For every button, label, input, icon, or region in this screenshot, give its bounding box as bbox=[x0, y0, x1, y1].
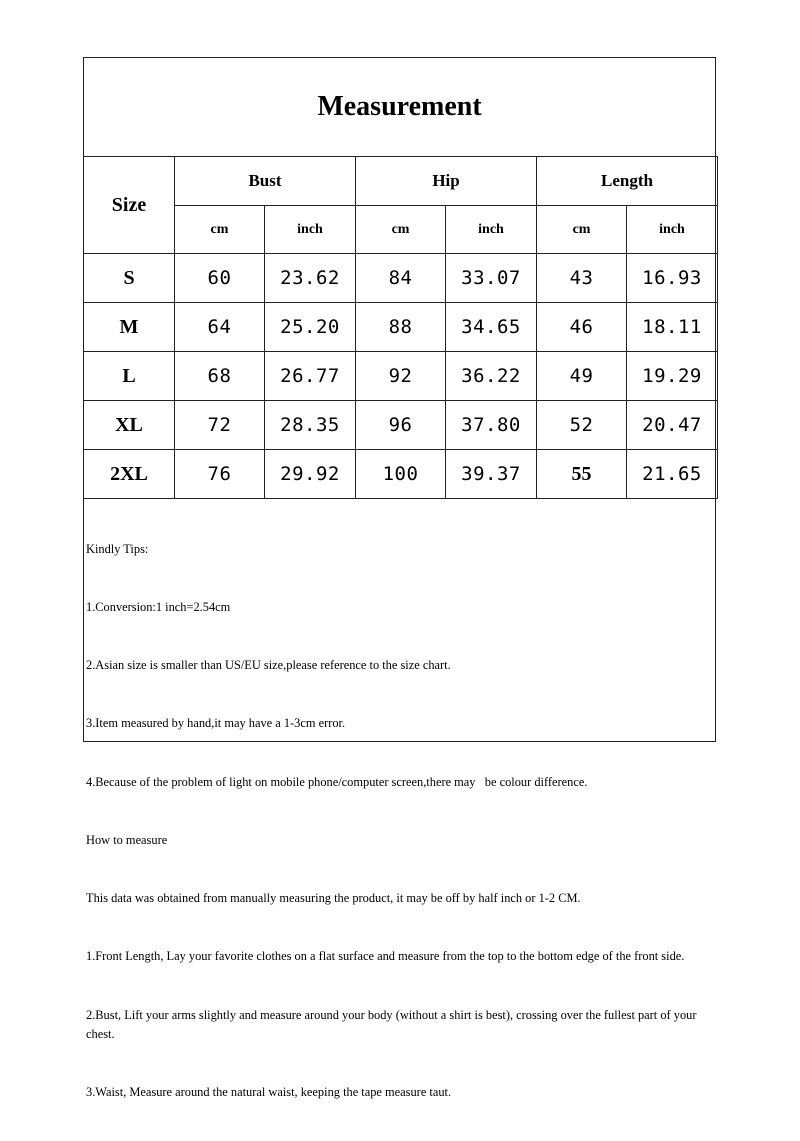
size-label: 2XL bbox=[84, 450, 175, 499]
table-row bbox=[84, 352, 718, 401]
length-inch-cell: 19.29 bbox=[627, 352, 718, 401]
measurement-notes bbox=[86, 501, 714, 1141]
length-inch-cell: 16.93 bbox=[627, 254, 718, 303]
hip-cm-cell: 100 bbox=[356, 450, 446, 499]
hip-cm-cell: 96 bbox=[356, 401, 446, 450]
page-title: Measurement bbox=[84, 58, 715, 157]
table-row bbox=[84, 401, 718, 450]
length-header: Length bbox=[537, 157, 718, 206]
length-inch-cell: 18.11 bbox=[627, 303, 718, 352]
bust-cm-cell: 64 bbox=[175, 303, 265, 352]
length-cm-cell: 52 bbox=[537, 401, 627, 450]
hip-inch-cell: 33.07 bbox=[446, 254, 537, 303]
hip-inch-cell: 37.80 bbox=[446, 401, 537, 450]
length-inch-cell: 21.65 bbox=[627, 450, 718, 499]
size-table bbox=[83, 156, 718, 499]
hip-inch-cell: 34.65 bbox=[446, 303, 537, 352]
length-cm-cell: 55 bbox=[537, 450, 627, 499]
unit-header: cm bbox=[537, 206, 627, 254]
length-cm-cell: 43 bbox=[537, 254, 627, 303]
bust-inch-cell: 23.62 bbox=[265, 254, 356, 303]
bust-cm-cell: 76 bbox=[175, 450, 265, 499]
note-line: 3.Waist, Measure around the natural waist, keeping the tape measure taut. bbox=[86, 1085, 452, 1100]
unit-header: inch bbox=[265, 206, 356, 254]
note-line: 2.Bust, Lift your arms slightly and measure around your body (without a shirt is best), crossing over the fullest part of your chest. bbox=[86, 1007, 700, 1041]
length-inch-cell: 20.47 bbox=[627, 401, 718, 450]
unit-header: inch bbox=[627, 206, 718, 254]
hip-inch-cell: 36.22 bbox=[446, 352, 537, 401]
note-line: This data was obtained from manually measuring the product, it may be off by half inch or 1-2 CM. bbox=[86, 891, 581, 906]
size-chart bbox=[83, 57, 716, 1100]
size-label: M bbox=[84, 303, 175, 352]
bust-cm-cell: 72 bbox=[175, 401, 265, 450]
note-line: 3.Item measured by hand,it may have a 1-3cm error. bbox=[86, 716, 346, 731]
bust-inch-cell: 25.20 bbox=[265, 303, 356, 352]
length-cm-cell: 46 bbox=[537, 303, 627, 352]
table-row bbox=[84, 450, 718, 499]
table-row bbox=[84, 303, 718, 352]
length-cm-cell: 49 bbox=[537, 352, 627, 401]
hip-cm-cell: 88 bbox=[356, 303, 446, 352]
bust-inch-cell: 29.92 bbox=[265, 450, 356, 499]
note-line: 2.Asian size is smaller than US/EU size,please reference to the size chart. bbox=[86, 658, 451, 673]
table-row bbox=[84, 254, 718, 303]
note-line: Kindly Tips: bbox=[86, 541, 149, 556]
size-label: S bbox=[84, 254, 175, 303]
hip-cm-cell: 84 bbox=[356, 254, 446, 303]
note-line: How to measure bbox=[86, 832, 168, 847]
note-line: 1.Front Length, Lay your favorite clothes on a flat surface and measure from the top to the bottom edge of the front side. bbox=[86, 949, 685, 964]
bust-cm-cell: 68 bbox=[175, 352, 265, 401]
hip-header: Hip bbox=[356, 157, 537, 206]
size-label: L bbox=[84, 352, 175, 401]
unit-header: cm bbox=[175, 206, 265, 254]
bust-cm-cell: 60 bbox=[175, 254, 265, 303]
bust-header: Bust bbox=[175, 157, 356, 206]
note-line: 4.Because of the problem of light on mobile phone/computer screen,there may be colour difference. bbox=[86, 774, 588, 789]
size-header: Size bbox=[84, 157, 175, 254]
unit-header: inch bbox=[446, 206, 537, 254]
bust-inch-cell: 26.77 bbox=[265, 352, 356, 401]
hip-inch-cell: 39.37 bbox=[446, 450, 537, 499]
hip-cm-cell: 92 bbox=[356, 352, 446, 401]
unit-header: cm bbox=[356, 206, 446, 254]
size-label: XL bbox=[84, 401, 175, 450]
bust-inch-cell: 28.35 bbox=[265, 401, 356, 450]
note-line: 1.Conversion:1 inch=2.54cm bbox=[86, 600, 231, 615]
